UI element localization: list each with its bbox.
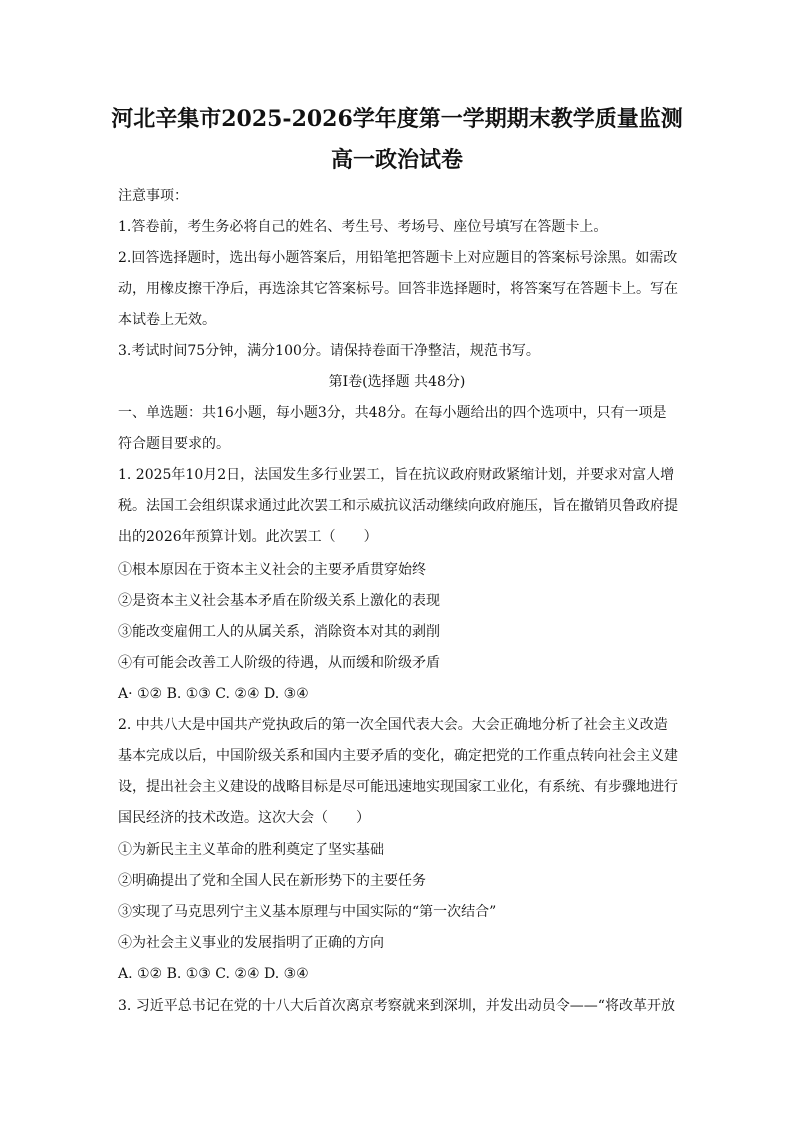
q1-stem-line-1: 1. 2025年10月2日，法国发生多行业罢工，旨在抗议政府财政紧缩计划，并要求对富人增 bbox=[118, 467, 675, 483]
notes-heading: 注意事项： bbox=[118, 188, 188, 204]
section-instruction-line-2: 符合题目要求的。 bbox=[118, 436, 230, 452]
note-item-2-line-2: 动，用橡皮擦干净后，再选涂其它答案标号。回答非选择题时，将答案写在答题卡上。写在 bbox=[118, 281, 678, 297]
q2-option-4: ④为社会主义事业的发展指明了正确的方向 bbox=[118, 935, 384, 951]
q1-choices: A· ①② B. ①③ C. ②④ D. ③④ bbox=[118, 686, 309, 702]
q3-stem-line-1: 3. 习近平总书记在党的十八大后首次离京考察就来到深圳，并发出动员令——“将改革开放 bbox=[118, 998, 675, 1014]
exam-subtitle: 高一政治试卷 bbox=[330, 147, 463, 173]
q1-option-3: ③能改变雇佣工人的从属关系，消除资本对其的剥削 bbox=[118, 624, 440, 640]
q1-stem-line-2: 税。法国工会组织谋求通过此次罢工和示威抗议活动继续向政府施压，旨在撤销贝鲁政府提 bbox=[118, 498, 678, 514]
q2-stem-line-3: 设，提出社会主义建设的战略目标是尽可能迅速地实现国家工业化，有系统、有步骤地进行 bbox=[118, 779, 678, 795]
section-instruction-line-1: 一、单选题：共16小题，每小题3分，共48分。在每小题给出的四个选项中，只有一项是 bbox=[118, 405, 667, 421]
note-item-2-line-3: 本试卷上无效。 bbox=[118, 312, 216, 328]
q2-option-2: ②明确提出了党和全国人民在新形势下的主要任务 bbox=[118, 873, 426, 889]
note-item-2-line-1: 2.回答选择题时，选出每小题答案后，用铅笔把答题卡上对应题目的答案标号涂黑。如需改 bbox=[118, 250, 678, 266]
q2-stem-line-2: 基本完成以后，中国阶级关系和国内主要矛盾的变化，确定把党的工作重点转向社会主义建 bbox=[118, 748, 678, 764]
q2-choices: A. ①② B. ①③ C. ②④ D. ③④ bbox=[118, 966, 309, 982]
q1-option-4: ④有可能会改善工人阶级的待遇，从而缓和阶级矛盾 bbox=[118, 655, 440, 671]
exam-title: 河北辛集市2025-2026学年度第一学期期末教学质量监测 bbox=[111, 106, 683, 132]
section-heading: 第Ⅰ卷(选择题 共48分) bbox=[328, 374, 466, 390]
q2-stem-line-1: 2. 中共八大是中国共产党执政后的第一次全国代表大会。大会正确地分析了社会主义改造 bbox=[118, 717, 668, 733]
q1-stem-line-3: 出的2026年预算计划。此次罢工（ ） bbox=[118, 529, 378, 545]
q2-option-3: ③实现了马克思列宁主义基本原理与中国实际的“第一次结合” bbox=[118, 904, 497, 920]
q2-stem-line-4: 国民经济的技术改造。这次大会（ ） bbox=[118, 810, 370, 826]
q2-option-1: ①为新民主主义革命的胜利奠定了坚实基础 bbox=[118, 842, 384, 858]
q1-option-2: ②是资本主义社会基本矛盾在阶级关系上激化的表现 bbox=[118, 593, 440, 609]
note-item-1: 1.答卷前，考生务必将自己的姓名、考生号、考场号、座位号填写在答题卡上。 bbox=[118, 219, 608, 235]
note-item-3: 3.考试时间75分钟，满分100分。请保持卷面干净整洁，规范书写。 bbox=[118, 343, 540, 359]
q1-option-1: ①根本原因在于资本主义社会的主要矛盾贯穿始终 bbox=[118, 562, 426, 578]
